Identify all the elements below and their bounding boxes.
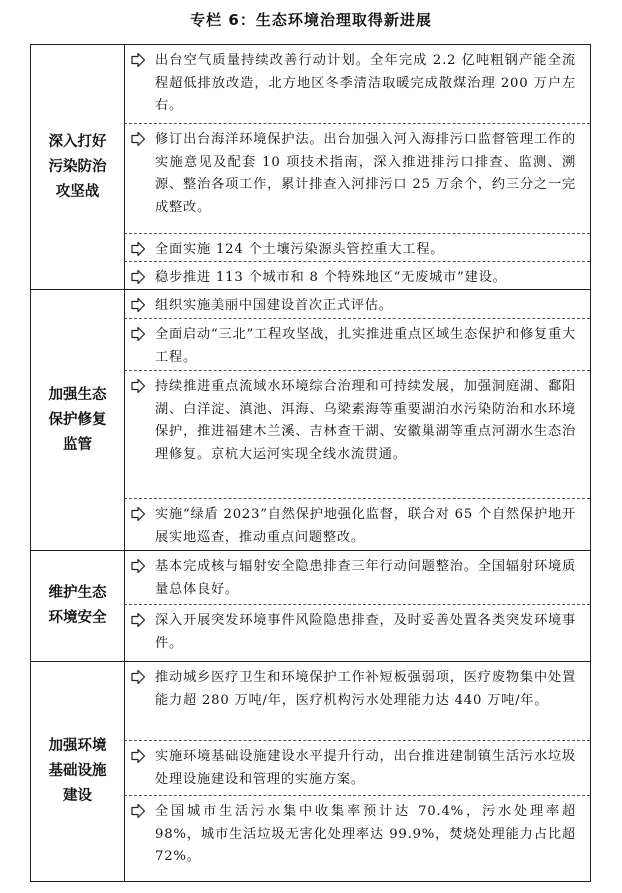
- arrow-bullet-icon: [130, 803, 146, 819]
- list-item-text: 稳步推进 113 个城市和 8 个特殊地区“无废城市”建设。: [155, 270, 507, 285]
- list-item: [124, 123, 590, 234]
- arrow-bullet-icon: [130, 52, 146, 68]
- arrow-bullet-icon: [130, 669, 146, 685]
- list-item: [124, 290, 590, 318]
- arrow-bullet-icon: [130, 241, 146, 257]
- list-item-text: 实施环境基础设施建设水平提升行动，出台推进建制镇生活污水垃圾处理设施建设和管理的实施方案。: [155, 749, 576, 787]
- list-item: [124, 604, 590, 663]
- list-item: [124, 233, 590, 262]
- section-label-cell: [31, 290, 125, 550]
- list-item-text: 实施“绿盾 2023”自然保护地强化监督，联合对 65 个自然保护地开展实地巡查，推动重点问题整改。: [155, 507, 576, 545]
- arrow-bullet-icon: [130, 506, 146, 522]
- list-item: [124, 370, 590, 499]
- section-items: [124, 551, 590, 661]
- section-label: 加强环境基础设施建设: [48, 738, 107, 804]
- section-label: 深入打好污染防治攻坚战: [48, 133, 107, 200]
- list-item-text: 组织实施美丽中国建设首次正式评估。: [155, 298, 393, 313]
- arrow-bullet-icon: [130, 326, 146, 342]
- section-ecological-protection: [31, 289, 590, 550]
- section-label-cell: [31, 662, 125, 881]
- list-item: [124, 45, 590, 123]
- section-label: 维护生态环境安全: [48, 585, 107, 626]
- arrow-bullet-icon: [130, 612, 146, 628]
- list-item-text: 全面启动“三北”工程攻坚战，扎实推进重点区域生态保护和修复重大工程。: [155, 327, 576, 365]
- section-label-cell: [31, 45, 125, 289]
- list-item-text: 出台空气质量持续改善行动计划。全年完成 2.2 亿吨粗钢产能全流程超低排放改造，北方地区冬季清洁取暖完成散煤治理 200 万户左右。: [155, 53, 576, 113]
- list-item: [124, 261, 590, 290]
- list-item-text: 基本完成核与辐射安全隐患排查三年行动问题整治。全国辐射环境质量总体良好。: [155, 559, 576, 597]
- arrow-bullet-icon: [130, 269, 146, 285]
- list-item: [124, 795, 590, 883]
- list-item-text: 修订出台海洋环境保护法。出台加强入河入海排污口监督管理工作的实施意见及配套 10 项技术指南，深入推进排污口排查、监测、溯源、整治各项工作，累计排查入河排污口 25 万余个，约三分之一完成整改。: [155, 132, 576, 215]
- list-item: [124, 551, 590, 604]
- arrow-bullet-icon: [130, 297, 146, 313]
- list-item-text: 推动城乡医疗卫生和环境保护工作补短板强弱项，医疗废物集中处置能力超 280 万吨/年，医疗机构污水处理能力达 440 万吨/年。: [155, 670, 576, 708]
- section-items: [124, 290, 590, 550]
- section-items: [124, 45, 590, 289]
- list-item: [124, 662, 590, 740]
- section-environmental-safety: [31, 550, 590, 661]
- arrow-bullet-icon: [130, 131, 146, 147]
- list-item-text: 全国城市生活污水集中收集率预计达 70.4%，污水处理率超 98%，城市生活垃圾无害化处理率达 99.9%，焚烧处理能力占比超 72%。: [155, 804, 576, 864]
- section-infrastructure: [31, 661, 590, 881]
- page-title: 专栏 6：生态环境治理取得新进展: [190, 11, 432, 29]
- section-label: 加强生态保护修复监管: [48, 386, 107, 453]
- list-item: [124, 498, 590, 552]
- arrow-bullet-icon: [130, 748, 146, 764]
- section-items: [124, 662, 590, 881]
- list-item: [124, 740, 590, 796]
- section-pollution-control: [31, 45, 590, 289]
- arrow-bullet-icon: [130, 378, 146, 394]
- list-item-text: 深入开展突发环境事件风险隐患排查，及时妥善处置各类突发环境事件。: [155, 613, 576, 651]
- column-table: [30, 44, 591, 882]
- list-item-text: 全面实施 124 个土壤污染源头管控重大工程。: [155, 242, 445, 257]
- list-item-text: 持续推进重点流域水环境综合治理和可持续发展，加强洞庭湖、鄱阳湖、白洋淀、滇池、洱海、乌梁素海等重要湖泊水污染防治和水环境保护，推进福建木兰溪、吉林查干湖、安徽巢湖等重点河湖水生态治理修复。京杭大运河实现全线水流贯通。: [155, 379, 576, 462]
- section-label-cell: [31, 551, 125, 661]
- list-item: [124, 318, 590, 371]
- arrow-bullet-icon: [130, 558, 146, 574]
